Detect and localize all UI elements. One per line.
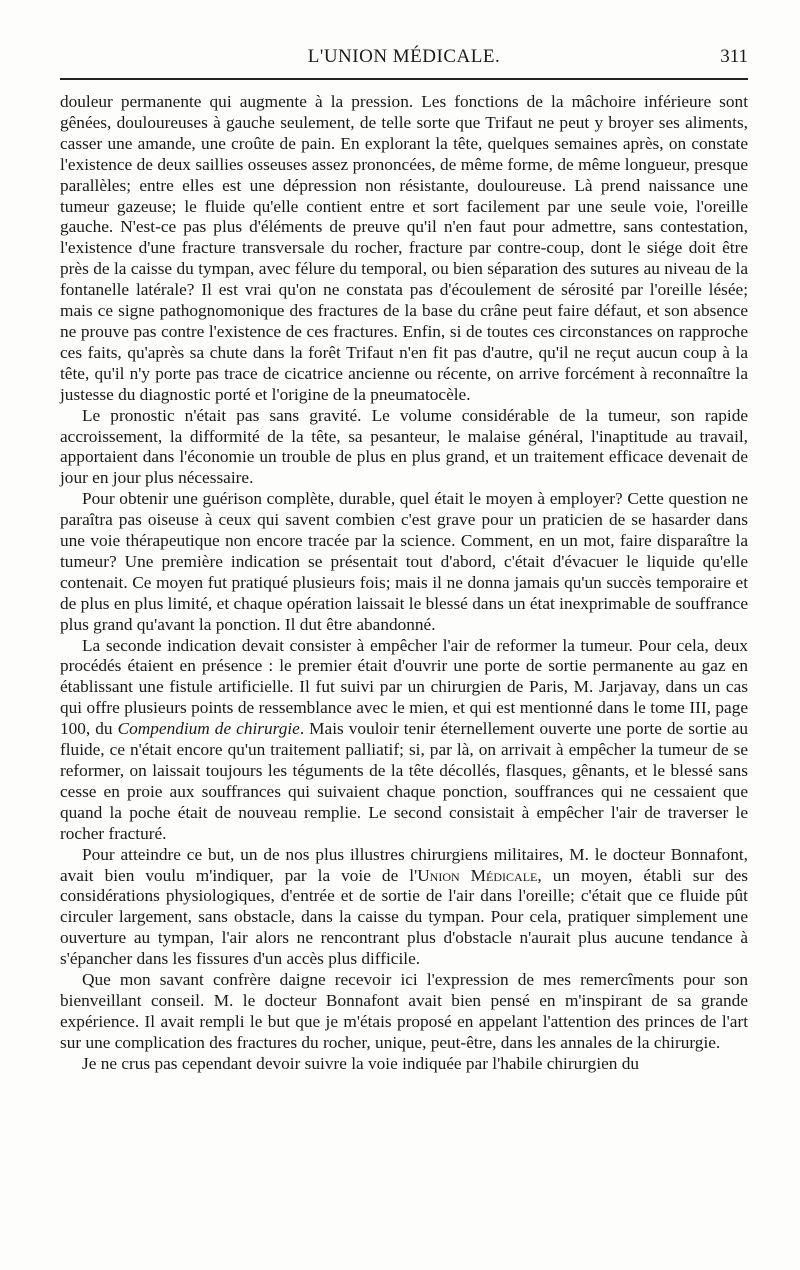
paragraph-4 bbox=[60, 636, 748, 845]
book-title: Compendium de chirurgie bbox=[117, 719, 300, 739]
journal-name: Union Médicale bbox=[417, 865, 538, 885]
paragraph-3 bbox=[60, 489, 748, 635]
paragraph-text: . Mais vouloir tenir éternellement ouverte une porte de sortie au fluide, ce n'était encore qu'un traitement palliatif; si, par là, on arrivait à empêcher la tumeur de se reformer, on laissait toujours les téguments de la tête décollés, flasques, gênants, et le blessé sans cesse en proie aux souffrances qui suivaient chaque ponction, souffrances qui ne cessaient que quand la poche était de nouveau remplie. Le second consistait à empêcher l'air de traverser le rocher fracturé. bbox=[60, 719, 748, 843]
paragraph-text: Pour atteindre ce but, un de nos plus illustres chirurgiens militaires, M. le docteur Bonnafont, avait bien voulu m'indiquer, par la voie de l' bbox=[60, 844, 748, 885]
paragraph-text: Le pronostic n'était pas sans gravité. Le volume considérable de la tumeur, son rapide accroissement, la difformité de la tête, sa pesanteur, le malaise général, l'inaptitude au travail, apportaient dans l'économie un trouble de plus en plus grand, et un traitement efficace devenait de jour en jour plus nécessaire. bbox=[60, 405, 748, 488]
paragraph-text: Que mon savant confrère daigne recevoir ici l'expression de mes remercîments pour son bienveillant conseil. M. le docteur Bonnafont avait bien pensé en m'inspirant de sa grande expérience. Il avait rempli le but que je m'étais proposé en appelant l'attention des princes de l'art sur une complication des fractures du rocher, unique, peut-être, dans les annales de la chirurgie. bbox=[60, 970, 748, 1052]
page-header bbox=[60, 46, 748, 72]
paragraph-text: douleur permanente qui augmente à la pression. Les fonctions de la mâchoire inférieure sont gênées, douloureuses à gauche seulement, de telle sorte que Trifaut ne peut y broyer ses aliments, casser une amande, une croûte de pain. En explorant la tête, quelques semaines après, on constate l'existence de deux saillies osseuses assez prononcées, de même forme, de même longueur, presque parallèles; entre elles est une dépression non résistante, douloureuse. Là prend naissance une tumeur gazeuse; le fluide qu'elle contient entre et sort facilement par une seule voie, l'oreille gauche. N'est-ce pas plus d'éléments de preuve qu'il n'en faut pour admettre, sans contestation, l'existence d'une fracture transversale du rocher, fracture par contre-coup, dont le siége doit être près de la caisse du tympan, avec félure du temporal, ou bien séparation des sutures au niveau de la fontanelle latérale? Il est vrai qu'on ne constata pas d'écoulement de sérosité par l'oreille lésée; mais ce signe pathognomonique des fractures de la base du crâne peut faire défaut, et son absence ne prouve pas contre l'existence de ces fractures. Enfin, si de toutes ces circonstances on rapproche ces faits, qu'après sa chute dans la forêt Trifaut n'en fit pas d'autre, qu'il ne reçut aucun coup à la tête, qu'il n'y porte pas trace de cicatrice ancienne ou récente, on arrive forcément à reconnaître la justesse du diagnostic porté et l'origine de la pneumatocèle. bbox=[60, 92, 748, 404]
running-head: L'UNION MÉDICALE. bbox=[307, 46, 501, 67]
page-number: 311 bbox=[720, 46, 748, 67]
paragraph-text: , un moyen, établi sur des considérations physiologiques, d'entrée et de sortie de l'air dans l'oreille; c'était que ce fluide pût circuler largement, sans obstacle, dans la caisse du tympan. Pour cela, pratiquer simplement une ouverture au tympan, l'air alors ne rencontrant plus d'obstacle n'aurait plus aucune tendance à s'épancher dans les fissures d'un accès plus difficile. bbox=[60, 865, 748, 969]
header-rule bbox=[60, 78, 748, 80]
paragraph-7 bbox=[60, 1054, 748, 1075]
paragraph-6 bbox=[60, 970, 748, 1054]
paragraph-1 bbox=[60, 92, 748, 406]
paragraph-text: La seconde indication devait consister à empêcher l'air de reformer la tumeur. Pour cela, deux procédés étaient en présence : le premier était d'ouvrir une porte de sortie permanente au gaz en établissant une fistule artificielle. Il fut suivi par un chirurgien de Paris, M. Jarjavay, dans un cas qui offre plusieurs points de ressemblance avec le mien, et qui est mentionné dans le tome III, page 100, du bbox=[60, 635, 748, 739]
paragraph-2 bbox=[60, 406, 748, 490]
paragraph-5 bbox=[60, 845, 748, 970]
paragraph-text: Pour obtenir une guérison complète, durable, quel était le moyen à employer? Cette question ne paraîtra pas oiseuse à ceux qui savent combien c'est grave pour un praticien de se hasarder dans une voie thérapeutique non encore tracée par la science. Comment, en un mot, faire disparaître la tumeur? Une première indication se présentait tout d'abord, c'était d'évacuer le liquide qu'elle contenait. Ce moyen fut pratiqué plusieurs fois; mais il ne donna jamais qu'un succès temporaire et de plus en plus limité, et chaque opération laissait le blessé dans un état inexprimable de souffrance plus grand qu'avant la ponction. Il dut être abandonné. bbox=[60, 489, 748, 634]
body-text bbox=[60, 92, 748, 1075]
paragraph-text: Je ne crus pas cependant devoir suivre la voie indiquée par l'habile chirurgien du bbox=[82, 1053, 640, 1073]
